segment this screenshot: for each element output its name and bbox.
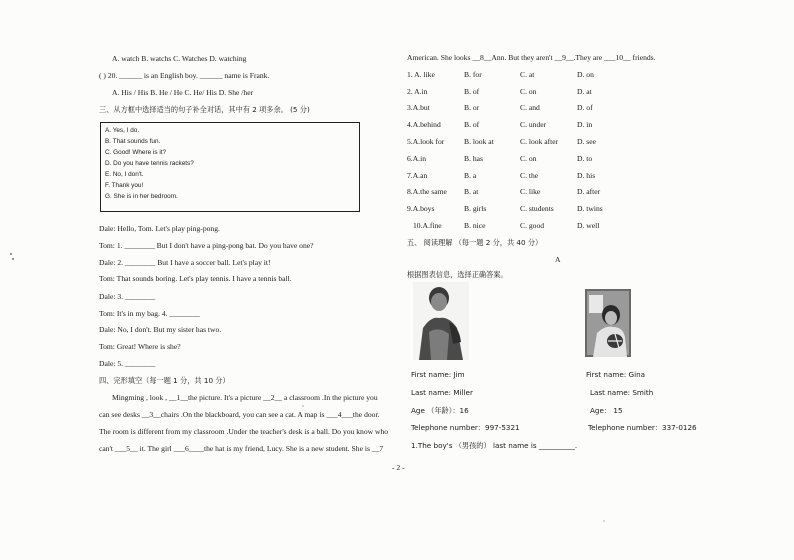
option-7c: C. the [520, 171, 539, 180]
box-option-g: G. She is in her bedroom. [105, 193, 178, 200]
reading-instruction: 根据图表信息，选择正确答案。 [407, 270, 508, 279]
scan-speck [302, 405, 304, 407]
options-box [100, 122, 360, 212]
dialogue-line: Dale: No, I don't. But my sister has two. [99, 325, 222, 334]
scan-speck [10, 253, 12, 255]
cloze-line: can't ___5__ it. The girl ___6____the hat is my friend, Lucy. She is a new student. She is __7 [99, 444, 384, 453]
dialogue-line: Tom: That sounds boring. Let's play tennis. I have a tennis ball. [99, 274, 292, 283]
dialogue-line: Tom: 1. ________ But I don't have a ping-pong bat. Do you have one? [99, 241, 314, 250]
dialogue-line: Dale: 3. ________ [99, 292, 156, 301]
gina-age: Age： 15 [590, 406, 623, 415]
option-5b: B. look at [464, 137, 494, 146]
jim-photo [413, 282, 469, 360]
q20-options: A. His / His B. He / He C. He/ His D. She /her [112, 88, 254, 97]
option-2c: C. on [520, 87, 537, 96]
cloze-line: Mingming , look , __1__the picture. It's a picture __2__ a classroom .In the picture you [112, 393, 378, 402]
option-8b: B. at [464, 187, 479, 196]
option-6a: 6.A.in [407, 154, 426, 163]
gina-telephone: Telephone number：337-0126 [588, 423, 697, 432]
cloze-continuation: American. She looks __8__Ann. But they aren't __9__.They are ___10__ friends. [407, 53, 656, 62]
option-1c: C. at [520, 70, 535, 79]
gina-last-name: Last name: Smith [590, 388, 654, 397]
option-9a: 9.A.boys [407, 204, 435, 213]
option-3a: 3.A.but [407, 103, 430, 112]
section-3-title: 三、从方框中选择适当的句子补全对话，其中有 2 项多余。 (5 分) [99, 105, 310, 114]
q19-options: A. watch B. watchs C. Watches D. watching [112, 54, 247, 63]
box-option-c: C. Good! Where is it? [105, 149, 167, 156]
gina-first-name: First name: Gina [586, 370, 646, 379]
part-a-label: A [555, 255, 561, 264]
box-option-b: B. That sounds fun. [105, 138, 161, 145]
option-1b: B. for [464, 70, 482, 79]
dialogue-line: Dale: 2. ________ But I have a soccer ball. Let's play it! [99, 258, 271, 267]
jim-last-name: Last name: Miller [411, 388, 473, 397]
cloze-line: can see desks __3__chairs .On the blackboard, you can see a cat. A map is ___4___the door. [99, 410, 380, 419]
option-4d: D. in [577, 120, 593, 129]
option-5d: D. see [577, 137, 596, 146]
cloze-line: The room is different from my classroom .Under the teacher's desk is a ball. Do you know who [99, 427, 389, 436]
option-10b: B. nice [464, 221, 486, 230]
option-8c: C. like [520, 187, 541, 196]
option-2b: B. of [464, 87, 480, 96]
dialogue-line: Dale: 5. ________ [99, 359, 156, 368]
section-4-title: 四、完形填空（每一题 1 分，共 10 分） [99, 376, 230, 385]
option-2a: 2. A.in [407, 87, 428, 96]
jim-telephone: Telephone number：997-5321 [411, 423, 520, 432]
option-7b: B. a [464, 171, 477, 180]
option-3b: B. or [464, 103, 480, 112]
box-option-f: F. Thank you! [105, 182, 144, 189]
jim-age: Age （年龄）：16 [411, 406, 469, 415]
page-number: - 2 - [392, 463, 405, 472]
scan-speck [603, 520, 605, 522]
option-5c: C. look after [520, 137, 559, 146]
option-3c: C. and [520, 103, 540, 112]
gina-photo [585, 289, 631, 357]
option-3d: D. of [577, 103, 593, 112]
dialogue-line: Tom: Great! Where is she? [99, 342, 181, 351]
dialogue-line: Dale: Hello, Tom. Let's play ping-pong. [99, 224, 220, 233]
q20-stem: ( ) 20. ______ is an English boy. ______ name is Frank. [99, 71, 270, 80]
reading-question-1: 1.The boy's （男孩的） last name is __________. [411, 441, 578, 450]
box-option-d: D. Do you have tennis rackets? [105, 160, 194, 167]
box-option-e: E. No, I don't. [105, 171, 144, 178]
option-10c: C. good [520, 221, 545, 230]
dialogue-line: Tom: It's in my bag. 4. ________ [99, 309, 200, 318]
scan-speck [12, 258, 14, 260]
option-8a: 8.A.the same [407, 187, 447, 196]
option-6c: C. on [520, 154, 537, 163]
option-1a: 1. A. like [407, 70, 435, 79]
option-10a: 10.A.fine [413, 221, 442, 230]
option-7d: D. his [577, 171, 596, 180]
box-option-a: A. Yes, I do. [105, 127, 140, 134]
option-9c: C. students [520, 204, 554, 213]
option-1d: D. on [577, 70, 594, 79]
option-6d: D. to [577, 154, 593, 163]
option-9b: B. girls [464, 204, 487, 213]
option-4a: 4.A.behind [407, 120, 441, 129]
option-4b: B. of [464, 120, 480, 129]
section-5-title: 五、 阅读理解 （每一题 2 分，共 40 分） [407, 238, 543, 247]
option-9d: D. twins [577, 204, 603, 213]
option-2d: D. at [577, 87, 592, 96]
option-8d: D. after [577, 187, 601, 196]
option-7a: 7.A.an [407, 171, 428, 180]
option-5a: 5.A.look for [407, 137, 445, 146]
option-4c: C. under [520, 120, 547, 129]
option-10d: D. well [577, 221, 600, 230]
jim-first-name: First name: Jim [411, 370, 465, 379]
option-6b: B. has [464, 154, 483, 163]
